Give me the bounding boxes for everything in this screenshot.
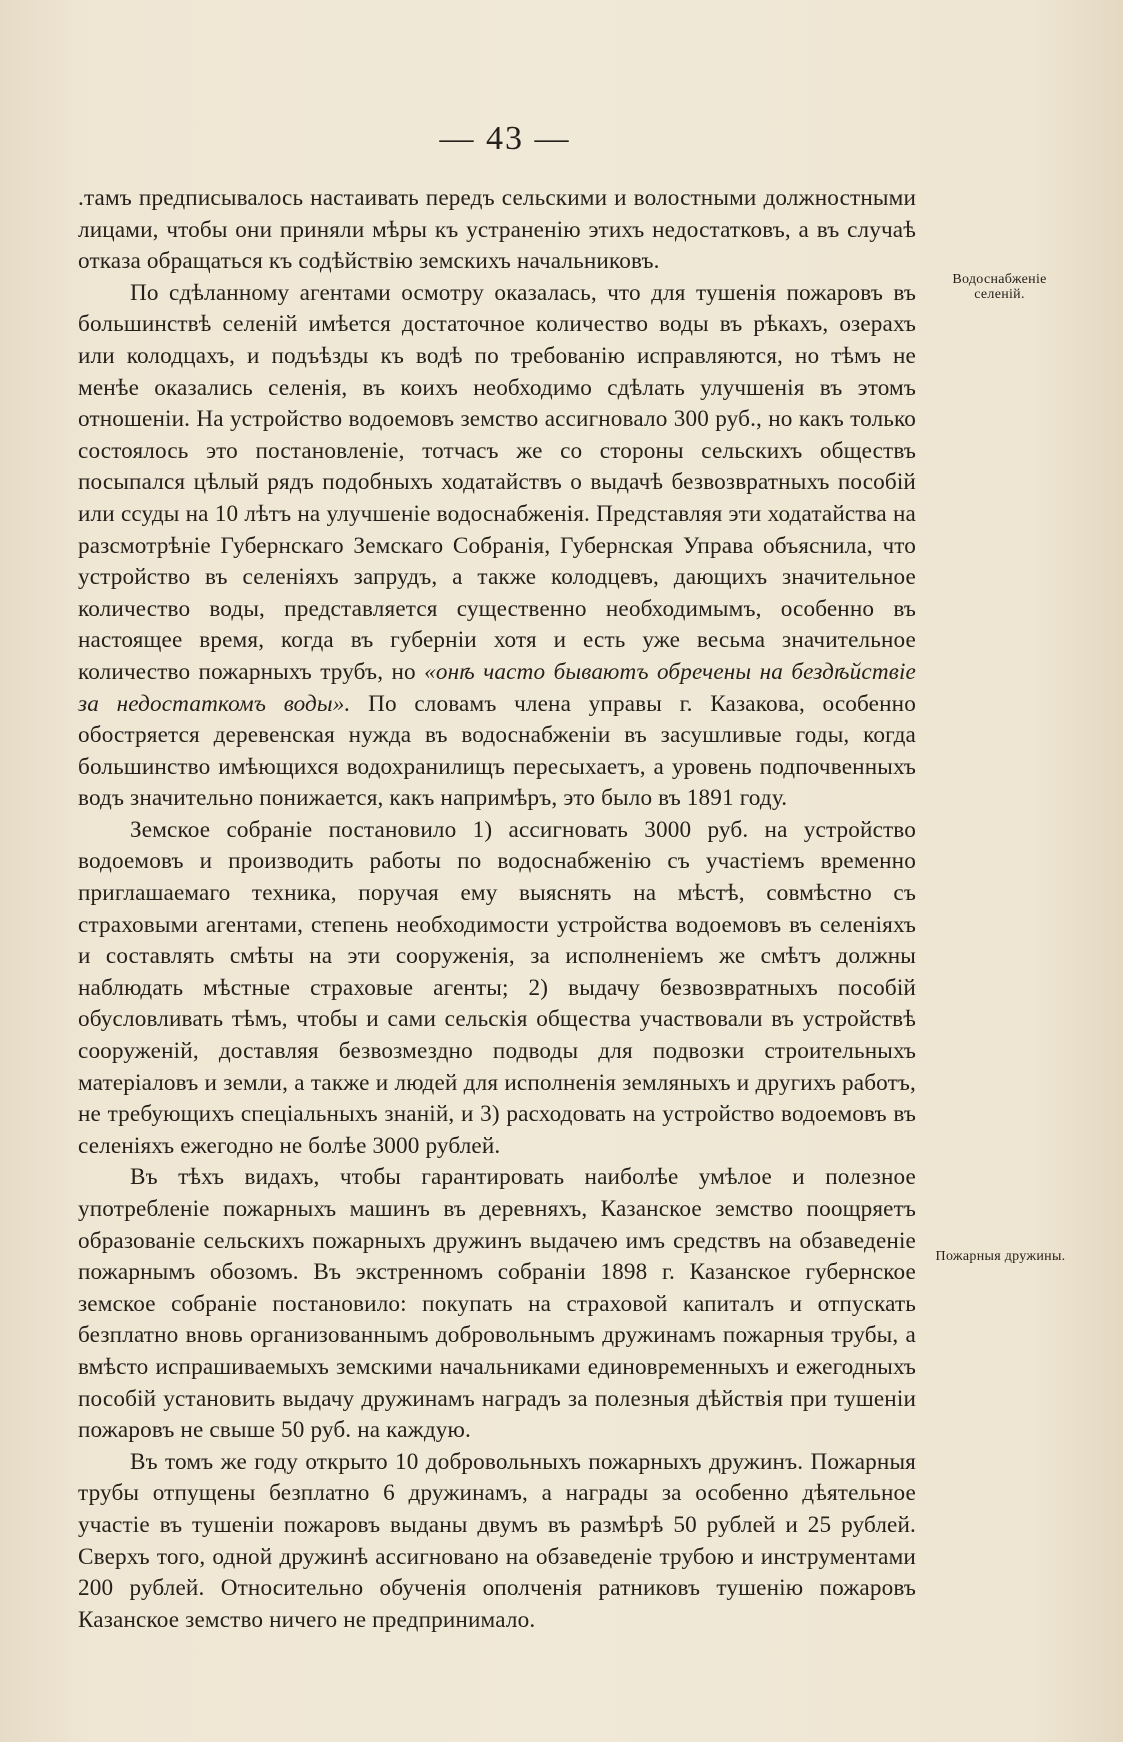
paragraph-2-part-b: По словамъ члена управы г. Казакова, особенно обостряется деревенская нужда въ водоснабженіи въ засушливые годы, когда большинство имѣющихся водохранилищъ пересыхаетъ, а уровень подпочвенныхъ водъ значительно понижается, какъ напримѣръ, это было въ 1891 году. (78, 690, 916, 812)
body-text (78, 183, 916, 1636)
paragraph-2-part-a: По сдѣланному агентами осмотру оказалась, что для тушенія пожаровъ въ большинствѣ селеній имѣется достаточное количество воды въ рѣкахъ, озерахъ или колодцахъ, и подъѣзды къ водѣ по требованію исправляются, но тѣмъ не менѣе оказались селенія, въ коихъ необходимо сдѣлать улучшенія въ этомъ отношеніи. На устройство водоемовъ земство ассигновало 300 руб., но какъ только состоялось это постановленіе, тотчасъ же со стороны сельскихъ обществъ посыпался цѣлый рядъ подобныхъ ходатайствъ о выдачѣ безвозвратныхъ пособій или ссуды на 10 лѣтъ на улучшеніе водоснабженія. Представляя эти ходатайства на разсмотрѣніе Губернскаго Земскаго Собранія, Губернская Управа объяснила, что устройство въ селеніяхъ запрудъ, а также колодцевъ, дающихъ значительное количество воды, представляется существенно необходимымъ, особенно въ настоящее время, когда въ губерніи хотя и есть уже весьма значительное количество пожарныхъ трубъ, но (78, 279, 916, 685)
paragraph-3: Земское собраніе постановило 1) ассигновать 3000 руб. на устройство водоемовъ и производить работы по водоснабженію съ участіемъ временно приглашаемаго техника, поручая ему выяснять на мѣстѣ, совмѣстно съ страховыми агентами, степень необходимости устройства водоемовъ въ селеніяхъ и составлять смѣты на эти сооруженія, за исполненіемъ же смѣтъ должны наблюдать мѣстные страховые агенты; 2) выдачу безвозвратныхъ пособій обусловливать тѣмъ, чтобы и сами сельскія общества участвовали въ устройствѣ сооруженій, доставляя безвозмездно подводы для подвозки строительныхъ матеріаловъ и земли, а также и людей для исполненія земляныхъ и другихъ работъ, не требующихъ спеціальныхъ знаній, и 3) расходовать на устройство водоемовъ въ селеніяхъ ежегодно не болѣе 3000 рублей. (78, 816, 916, 1159)
margin-note-water-supply: Водоснабженіе селеній. (952, 272, 1047, 302)
page-number: — 43 — (439, 120, 571, 157)
paragraph-2 (78, 278, 916, 815)
paragraph-5: Въ томъ же году открыто 10 добровольныхъ пожарныхъ дружинъ. Пожарныя трубы отпущены безплатно 6 дружинамъ, а награды за особенно дѣятельное участіе въ тушеніи пожаровъ выданы двумъ въ размѣрѣ 50 рублей и 25 рублей. Сверхъ того, одной дружинѣ ассигновано на обзаведеніе трубою и инструментами 200 рублей. Относительно обученія ополченія ратниковъ тушенію пожаровъ Казанское земство ничего не предпринимало. (78, 1448, 916, 1633)
paragraph-2-quote: «онѣ часто бываютъ обречены на бездѣйствіе за недостаткомъ воды». (78, 658, 916, 717)
paragraph-4: Въ тѣхъ видахъ, чтобы гарантировать наиболѣе умѣлое и полезное употребленіе пожарныхъ машинъ въ деревняхъ, Казанское земство поощряетъ образованіе сельскихъ пожарныхъ дружинъ выдачею имъ средствъ на обзаведеніе пожарнымъ обозомъ. Въ экстренномъ собраніи 1898 г. Казанское губернское земское собраніе постановило: покупать на страховой капиталъ и отпускать безплатно вновь организованнымъ добровольнымъ дружинамъ пожарныя трубы, а вмѣсто испрашиваемыхъ земскими начальниками единовременныхъ и ежегодныхъ пособій установить выдачу дружинамъ наградъ за полезныя дѣйствія при тушеніи пожаровъ не свыше 50 руб. на каждую. (78, 1164, 916, 1444)
paragraph-1: .тамъ предписывалось настаивать передъ сельскими и волостными должностными лицами, чтобы они приняли мѣры къ устраненію этихъ недостатковъ, а въ случаѣ отказа обращаться къ содѣйствію земскихъ начальниковъ. (78, 185, 916, 275)
margin-note-fire-brigades: Пожарныя дружины. (935, 1249, 1066, 1264)
